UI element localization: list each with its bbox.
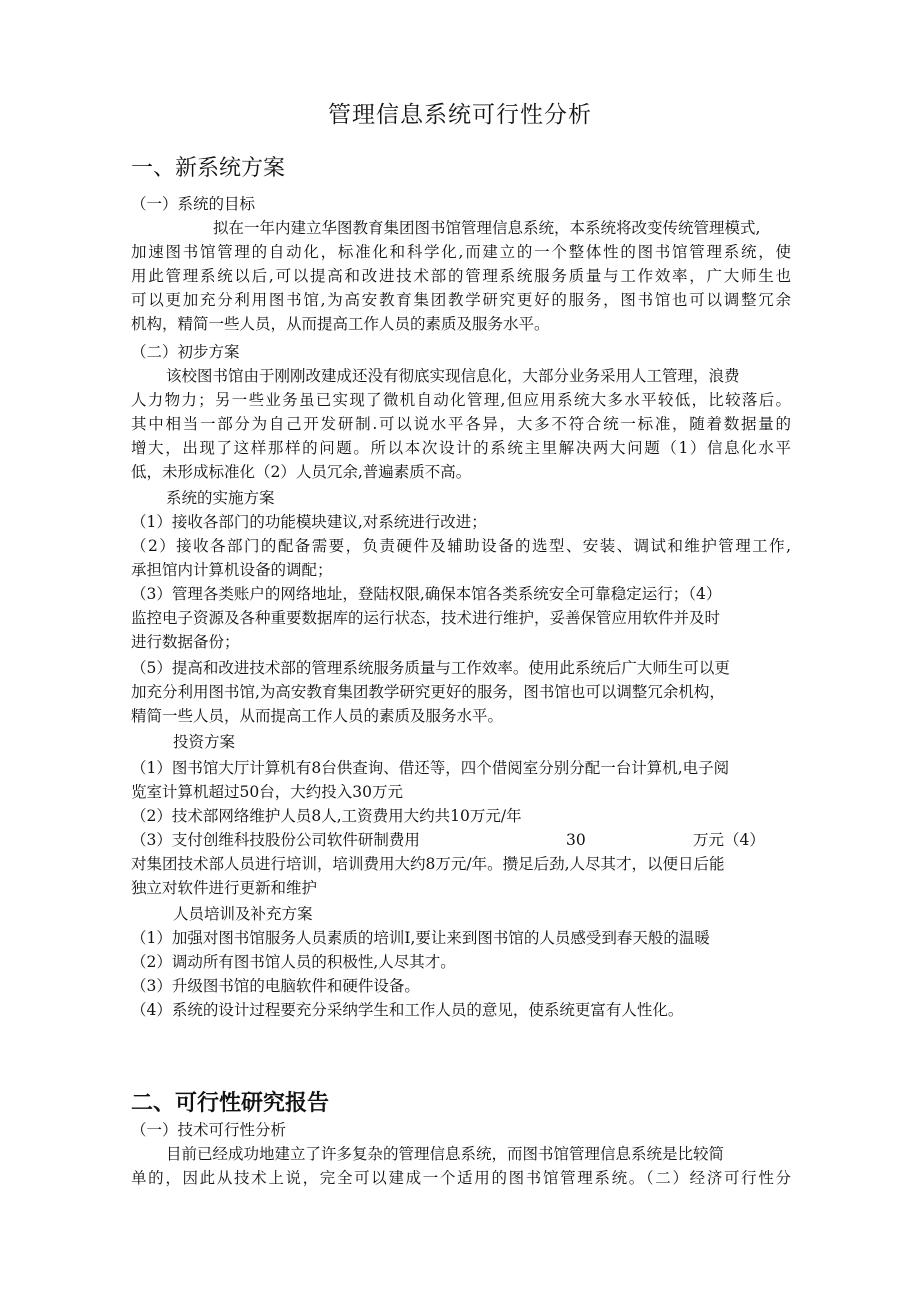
section1-heading: 一、新系统方案 (131, 156, 286, 181)
list-item: 进行数据备份； (131, 633, 240, 651)
list-item: 加充分利用图书馆,为高安教育集团教学研究更好的服务，图书馆也可以调整冗余机构， (131, 683, 725, 701)
paragraph-line: 用此管理系统以后,可以提高和改进技术部的管理系统服务质量与工作效率，广大师生也 (131, 267, 791, 285)
implementation-heading: 系统的实施方案 (166, 489, 275, 507)
list-item: 对集团技术部人员进行培训，培训费用大约8万元/年。攒足后劲,人尽其才，以便日后能 (131, 855, 725, 873)
list-item: （3）管理各类账户的网络地址，登陆权限,确保本馆各类系统安全可靠稳定运行；（4） (131, 585, 722, 603)
list-item: （2）接收各部门的配备需要，负责硬件及辅助设备的选型、安装、调试和维护管理工作, (131, 537, 791, 555)
section2-sub1-heading: （一）技术可行性分析 (131, 1121, 287, 1139)
paragraph-line: 人力物力；另一些业务虽已实现了微机自动化管理,但应用系统大多水平较低，比较落后。 (131, 391, 791, 409)
list-item: （1）接收各部门的功能模块建议,对系统进行改进； (131, 513, 487, 531)
list-item: （5）提高和改进技术部的管理系统服务质量与工作效率。使用此系统后广大师生可以更 (131, 659, 730, 677)
section1-sub2-heading: （二）初步方案 (131, 343, 240, 361)
investment-heading: 投资方案 (173, 733, 236, 751)
list-item: 览室计算机超过50台，大约投入30万元 (131, 783, 403, 801)
list-item: （3）升级图书馆的电脑软件和硬件设备。 (131, 977, 420, 995)
paragraph-line: 加速图书馆管理的自动化，标准化和科学化,而建立的一个整体性的图书馆管理系统，使 (131, 243, 791, 261)
list-item: 精简一些人员，从而提高工作人员的素质及服务水平。 (131, 707, 504, 725)
document-title: 管理信息系统可行性分析 (328, 102, 592, 128)
paragraph-line: 增大，出现了这样那样的问题。所以本次设计的系统主里解决两大问题（1）信息化水平 (131, 439, 791, 457)
list-item: 独立对软件进行更新和维护 (131, 879, 318, 897)
list-item: （4）系统的设计过程要充分采纳学生和工作人员的意见，使系统更富有人性化。 (131, 1001, 684, 1019)
paragraph-line: 拟在一年内建立华图教育集团图书馆管理信息系统，本系统将改变传统管理模式, (213, 219, 761, 237)
section2-heading: 二、可行性研究报告 (131, 1091, 330, 1116)
paragraph-line: 低，未形成标准化（2）人员冗余,普遍素质不高。 (131, 463, 472, 481)
paragraph-line: 单的，因此从技术上说，完全可以建成一个适用的图书馆管理系统。（二）经济可行性分 (131, 1169, 791, 1187)
section1-sub1-heading: （一）系统的目标 (131, 195, 256, 213)
list-item: （2）技术部网络维护人员8人,工资费用大约共10万元/年 (131, 807, 522, 825)
paragraph-line: 可以更加充分利用图书馆,为高安教育集团教学研究更好的服务，图书馆也可以调整冗余 (131, 291, 791, 309)
list-item-amount: 30 (566, 831, 586, 849)
list-item: （1）加强对图书馆服务人员素质的培训I,要让来到图书馆的人员感受到春天般的温暖 (131, 929, 710, 947)
paragraph-line: 目前已经成功地建立了许多复杂的管理信息系统，而图书馆管理信息系统是比较简 (166, 1145, 725, 1163)
list-item-unit: 万元（4） (693, 831, 765, 849)
paragraph-line: 机构，精简一些人员，从而提高工作人员的素质及服务水平。 (131, 315, 550, 333)
paragraph-line: 其中相当一部分为自己开发研制.可以说水平各异，大多不符合统一标准，随着数据量的 (131, 415, 791, 433)
list-item: 监控电子资源及各种重要数据库的运行状态，技术进行维护，妥善保管应用软件并及时 (131, 609, 721, 627)
list-item: （2）调动所有图书馆人员的积极性,人尽其才。 (131, 953, 456, 971)
list-item: （1）图书馆大厅计算机有8台供查询、借还等，四个借阅室分别分配一台计算机,电子阅 (131, 759, 730, 777)
list-item: 承担馆内计算机设备的调配； (131, 561, 333, 579)
list-item: （3）支付创维科技股份公司软件研制费用 (131, 831, 420, 849)
paragraph-line: 该校图书馆由于刚刚改建成还没有彻底实现信息化，大部分业务采用人工管理，浪费 (166, 367, 740, 385)
training-heading: 人员培训及补充方案 (173, 905, 313, 923)
